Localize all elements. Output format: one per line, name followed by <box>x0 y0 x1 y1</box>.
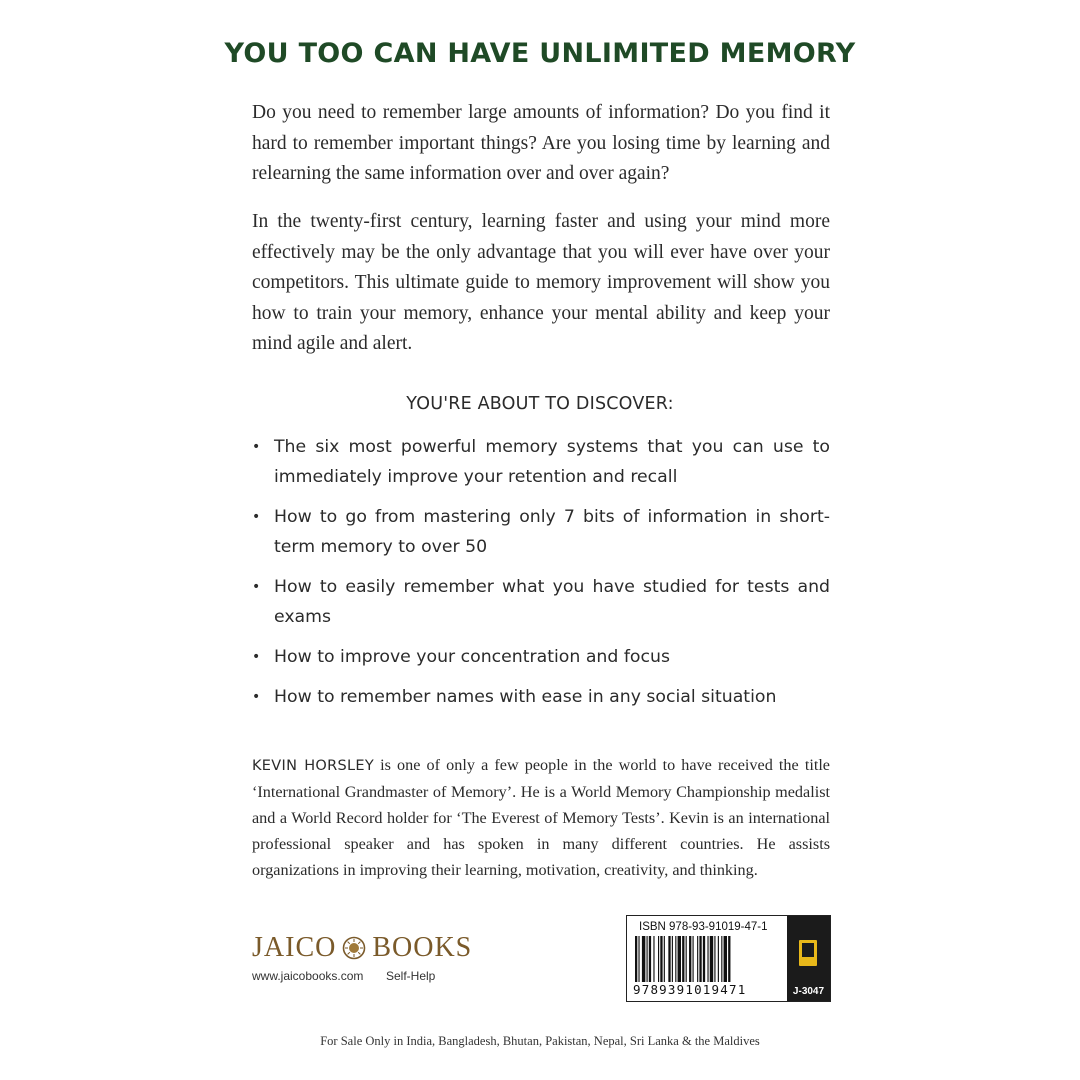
list-item <box>252 642 830 672</box>
list-item-text: The six most powerful memory systems that you can use to immediately improve your retention and recall <box>274 437 830 487</box>
list-item-text: How to go from mastering only 7 bits of information in short-term memory to over 50 <box>274 507 830 557</box>
intro-paragraph: Do you need to remember large amounts of information? Do you find it hard to remember important things? Are you losing time by learning and relearning the same information over and over again? <box>252 102 830 184</box>
barcode-icon <box>635 936 781 982</box>
list-item <box>252 682 830 712</box>
page-title: YOU TOO CAN HAVE UNLIMITED MEMORY <box>224 38 856 69</box>
book-code: J-3047 <box>792 986 825 997</box>
logo-text-left: JAICO <box>252 932 337 963</box>
list-item <box>252 502 830 562</box>
list-item-text: How to remember names with ease in any social situation <box>274 687 777 707</box>
author-name: KEVIN HORSLEY <box>252 758 374 774</box>
genre-label: Self-Help <box>386 969 436 983</box>
list-item <box>252 572 830 632</box>
publisher-logo <box>252 932 472 964</box>
isbn-label: ISBN 978-93-91019-47-1 <box>639 921 768 933</box>
bullet-icon: • <box>252 509 261 525</box>
bullet-icon: • <box>252 439 261 455</box>
description-paragraph: In the twenty-first century, learning faster and using your mind more effectively may be the only advantage that you will ever have over your competitors. This ultimate guide to memory improvement will show you how to train your memory, enhance your mental ability and keep your mind agile and alert. <box>252 211 830 354</box>
publisher-website: www.jaicobooks.com <box>252 969 364 983</box>
discover-heading: YOU'RE ABOUT TO DISCOVER: <box>406 394 674 414</box>
bullet-icon: • <box>252 649 261 665</box>
bullet-icon: • <box>252 689 261 705</box>
sun-emblem-icon <box>342 936 366 960</box>
sale-territory-notice: For Sale Only in India, Bangladesh, Bhutan, Pakistan, Nepal, Sri Lanka & the Maldives <box>320 1034 760 1048</box>
book-code-panel <box>787 916 830 1001</box>
author-bio-text: is one of only a few people in the world to have received the title ‘International Grandmaster of Memory’. He is a World Memory Championship medalist and a World Record holder for ‘The Everest of Memory Tests’. Kevin is an international professional speaker and has spoken in many different countries. He assists organizations in improving their learning, motivation, creativity, and thinking. <box>252 756 830 879</box>
publisher-badge-icon <box>799 940 817 966</box>
list-item-text: How to improve your concentration and focus <box>274 647 670 667</box>
list-item <box>252 432 830 492</box>
benefits-list <box>252 432 830 722</box>
logo-text-right: BOOKS <box>372 932 473 963</box>
author-bio <box>252 752 830 883</box>
list-item-text: How to easily remember what you have studied for tests and exams <box>274 577 830 627</box>
isbn-barcode <box>626 915 831 1002</box>
barcode-digits: 9789391019471 <box>633 982 747 997</box>
bullet-icon: • <box>252 579 261 595</box>
